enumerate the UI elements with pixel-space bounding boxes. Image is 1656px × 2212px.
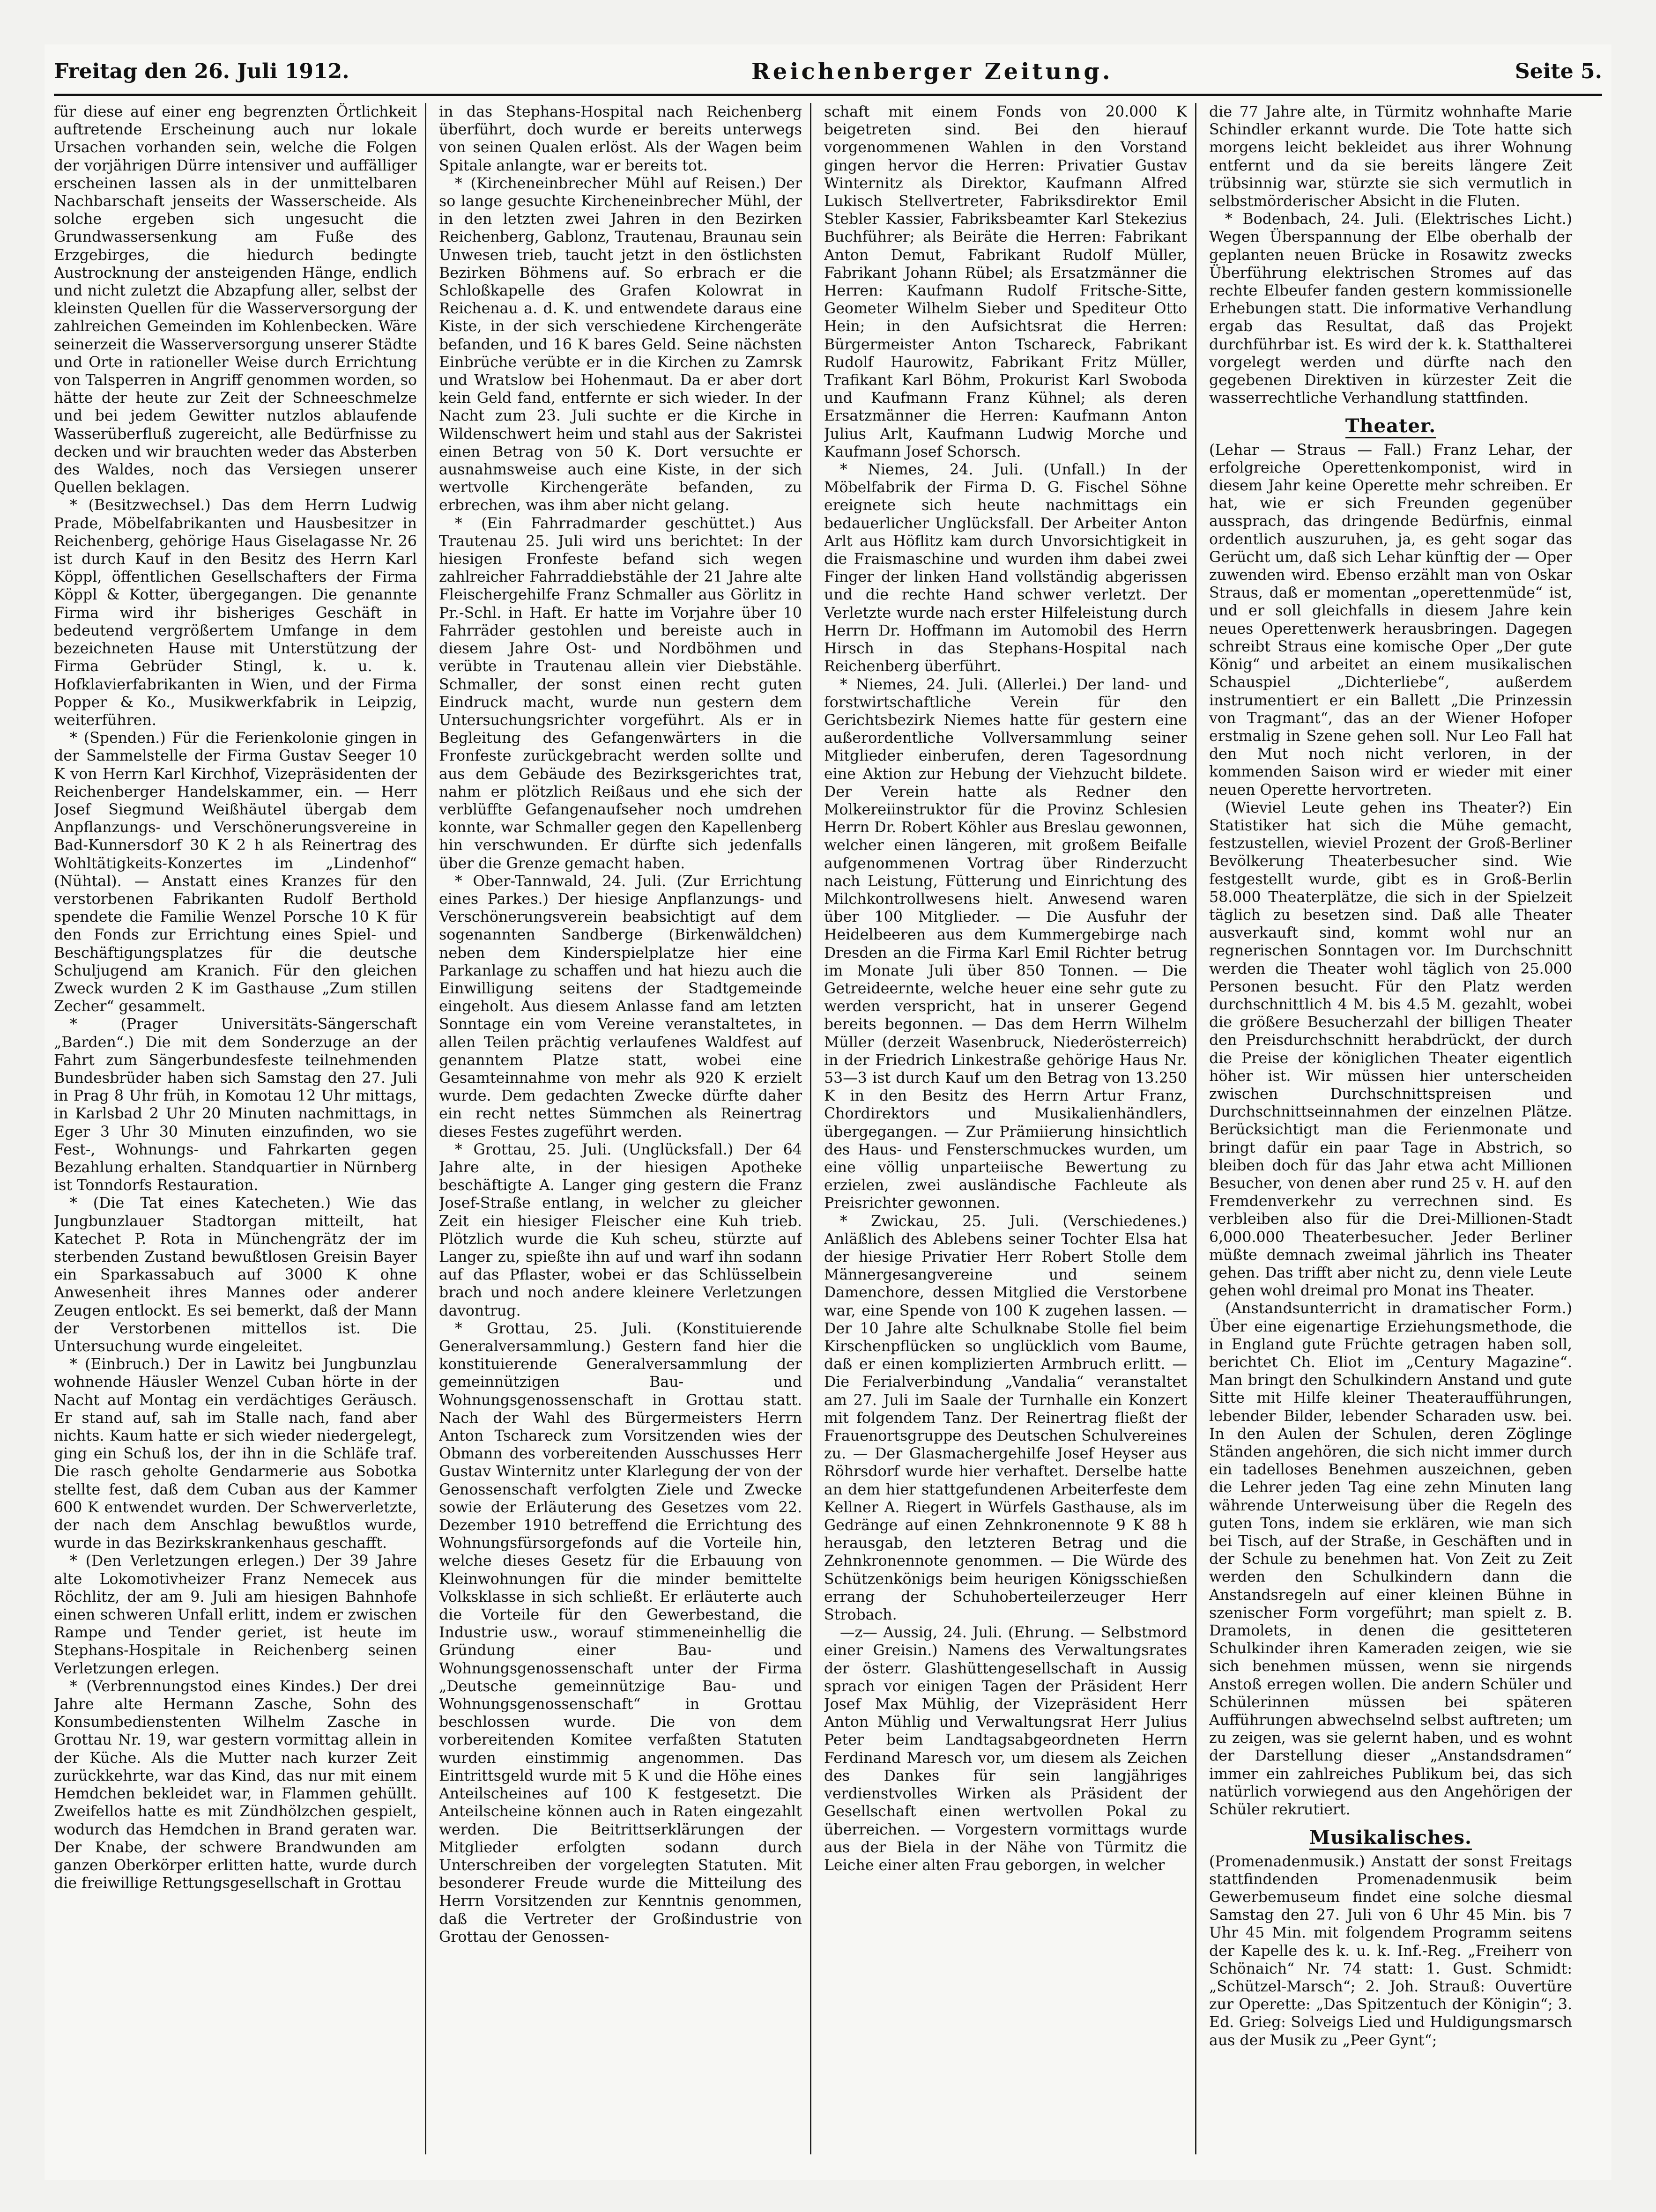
article-paragraph: für diese auf einer eng begrenzten Örtlichkeit auftretende Erscheinung auch nur lokale Ursachen vorhanden sein, welche die Folgen der vorjährigen Dürre intensiver und auffälliger erscheinen lassen als in der unmittelbaren Nachbarschaft jenseits der Wasserscheide. Als solche ergeben sich ungesucht die Grundwassersenkung am Fuße des Erzgebirges, die hiedurch bedingte Austrocknung der ansteigenden Hänge, endlich und nicht zuletzt die Abzapfung aller, selbst der kleinsten Quellen für die Wasserversorgung der zahlreichen Gemeinden im Kohlenbecken. Wäre seinerzeit die Wasserversorgung unserer Städte und Orte in rationeller Weise durch Errichtung von Talsperren in Angriff genommen worden, so hätte der heute zur Zeit der Schneeschmelze und bei jedem Gewitter nutzlos ablaufende Wasserüberfluß zugereicht, alle Bedürfnisse zu decken und wir brauchten weder das Absterben des Waldes, noch das Versiegen unserer Quellen beklagen. bbox=[54, 104, 417, 496]
section-heading-text: Musikalisches. bbox=[1309, 1827, 1472, 1850]
article-paragraph: * (Spenden.) Für die Ferienkolonie gingen in der Sammelstelle der Firma Gustav Seeger 10 K von Herrn Karl Kirchhof, Vizepräsidenten der Reichenberger Handelskammer, ein. — Herr Josef Siegmund Weißhäutel übergab dem Anpflanzungs- und Verschönerungsvereine in Bad-Kunnersdorf 30 K 2 h als Reinertrag des Wohltätigkeits-Konzertes im „Lindenhof“ (Nühtal). — Anstatt eines Kranzes für den verstorbenen Fabrikanten Rudolf Berthold spendete die Familie Wenzel Porsche 10 K für den Fonds zur Errichtung eines Spiel- und Beschäftigungsplatzes für die deutsche Schuljugend am Kranich. Für den gleichen Zweck wurden 2 K im Gasthause „Zum stillen Zecher“ gesammelt. bbox=[54, 730, 417, 1015]
article-paragraph: die 77 Jahre alte, in Türmitz wohnhafte Marie Schindler erkannt wurde. Die Tote hatte sich morgens leicht bekleidet aus ihrer Wohnung entfernt und da sie bereits längere Zeit trübsinnig war, stürzte sie sich vermutlich in selbstmörderischer Absicht in die Fluten. bbox=[1209, 104, 1572, 210]
article-paragraph: * Grottau, 25. Juli. (Unglücksfall.) Der 64 Jahre alte, in der hiesigen Apotheke beschäftigte A. Langer ging gestern die Franz Josef-Straße entlang, in welcher zu gleicher Zeit ein hiesiger Fleischer eine Kuh trieb. Plötzlich wurde die Kuh scheu, stürzte auf Langer zu, spießte ihn auf und warf ihn sodann auf das Pflaster, wobei er das Schlüsselbein brach und noch andere kleinere Verletzungen davontrug. bbox=[439, 1141, 802, 1319]
page-number: Seite 5. bbox=[1515, 59, 1602, 83]
section-heading-music bbox=[1209, 1829, 1572, 1847]
article-paragraph: * (Kircheneinbrecher Mühl auf Reisen.) Der so lange gesuchte Kircheneinbrecher Mühl, der in den letzten zwei Jahren in den Bezirken Reichenberg, Gablonz, Trautenau, Braunau sein Unwesen trieb, taucht jetzt in den östlichsten Bezirken Böhmens auf. So erbrach er die Schloßkapelle des Grafen Kolowrat in Reichenau a. d. K. und entwendete daraus eine Kiste, in der sich verschiedene Kirchengeräte befanden, und 16 K bares Geld. Seine nächsten Einbrüche verübte er in die Kirchen zu Zamrsk und Wratslow bei Hohenmaut. Da er aber dort kein Geld fand, entfernte er sich wieder. In der Nacht zum 23. Juli suchte er die Kirche in Wildenschwert heim und stahl aus der Sakristei einen Betrag von 50 K. Dort versuchte er ausnahmsweise auch eine Kiste, in der sich wertvolle Kirchengeräte befanden, zu erbrechen, was ihm aber nicht gelang. bbox=[439, 175, 802, 514]
column-divider bbox=[1195, 103, 1196, 2154]
header-rule bbox=[54, 94, 1602, 96]
column-divider bbox=[425, 103, 426, 2154]
article-paragraph: * (Verbrennungstod eines Kindes.) Der drei Jahre alte Hermann Zasche, Sohn des Konsumbedienstenten Wilhelm Zasche in Grottau Nr. 19, war gestern vormittag allein in der Küche. Als die Mutter nach kurzer Zeit zurückkehrte, war das Kind, das nur mit einem Hemdchen bekleidet war, in Flammen gehüllt. Zweifellos hatte es mit Zündhölzchen gespielt, wodurch das Hemdchen in Brand geraten war. Der Knabe, der schwere Brandwunden am ganzen Oberkörper erlitten hatte, wurde durch die freiwillige Rettungsgesellschaft in Grottau bbox=[54, 1678, 417, 1892]
column-4 bbox=[1209, 103, 1572, 2154]
article-paragraph: * (Die Tat eines Katecheten.) Wie das Jungbunzlauer Stadtorgan mitteilt, hat Katechet P. Rota in Münchengrätz der im sterbenden Zustand bewußtlosen Greisin Bayer ein Sparkassabuch auf 3000 K ohne Anwesenheit ihres Mannes oder anderer Zeugen entlockt. Es sei bemerkt, daß der Mann der Verstorbenen mittellos ist. Die Untersuchung wurde eingeleitet. bbox=[54, 1195, 417, 1355]
article-paragraph: (Promenadenmusik.) Anstatt der sonst Freitags stattfindenden Promenadenmusik beim Gewerbemuseum findet eine solche diesmal Samstag den 27. Juli von 6 Uhr 45 Min. bis 7 Uhr 45 Min. mit folgendem Programm seitens der Kapelle des k. u. k. Inf.-Reg. „Freiherr von Schönaich“ Nr. 74 statt: 1. Gust. Schmidt: „Schützel-Marsch“; 2. Joh. Strauß: Ouvertüre zur Operette: „Das Spitzentuch der Königin“; 3. Ed. Grieg: Solveigs Lied und Huldigungsmarsch aus der Musik zu „Peer Gynt“; bbox=[1209, 1853, 1572, 2049]
newspaper-page bbox=[45, 44, 1611, 2180]
column-3 bbox=[824, 103, 1187, 2154]
column-divider bbox=[810, 103, 811, 2154]
article-paragraph: * Grottau, 25. Juli. (Konstituierende Generalversammlung.) Gestern fand hier die konstituierende Generalversammlung der gemeinnützigen Bau- und Wohnungsgenossenschaft in Grottau statt. Nach der Wahl des Bürgermeisters Herrn Anton Tschareck zum Vorsitzenden wies der Obmann des vorbereitenden Ausschusses Herr Gustav Winternitz unter Klarlegung der von der Genossenschaft verfolgten Ziele und Zwecke sowie der Erläuterung des Gesetzes vom 22. Dezember 1910 betreffend die Errichtung des Wohnungsfürsorgefonds auf die Vorteile hin, welche dieses Gesetz für die Erbauung von Kleinwohnungen für die minder bemittelte Volksklasse in sich schließt. Er erläuterte auch die Vorteile für den Gewerbestand, die Industrie usw., worauf stimmeneinhellig die Gründung einer Bau- und Wohnungsgenossenschaft unter der Firma „Deutsche gemeinnützige Bau- und Wohnungsgenossenschaft“ in Grottau beschlossen wurde. Die von dem vorbereitenden Komitee verfaßten Statuten wurden einstimmig angenommen. Das Eintrittsgeld wurde mit 5 K und die Höhe eines Anteilscheines auf 100 K festgesetzt. Die Anteilscheine können auch in Raten eingezahlt werden. Die Beitrittserklärungen der Mitglieder erfolgten sodann durch Unterschreiben der vorgelegten Statuten. Mit besonderer Freude wurde die Mitteilung des Herrn Vorsitzenden zur Kenntnis genommen, daß die Vertreter der Großindustrie von Grottau der Genossen- bbox=[439, 1320, 802, 1946]
column-2 bbox=[439, 103, 802, 2154]
article-paragraph: schaft mit einem Fonds von 20.000 K beigetreten sind. Bei den hierauf vorgenommenen Wahlen in den Vorstand gingen hervor die Herren: Privatier Gustav Winternitz als Direktor, Kaufmann Alfred Lukisch Stellvertreter, Fabriksdirektor Emil Stebler Kassier, Fabriksbeamter Karl Stekezius Buchführer; als Beiräte die Herren: Fabrikant Anton Demut, Fabrikant Rudolf Müller, Fabrikant Johann Rübel; als Ersatzmänner die Herren: Kaufmann Rudolf Fritsche-Sitte, Geometer Wilhelm Sieber und Spediteur Otto Hein; in den Aufsichtsrat die Herren: Bürgermeister Anton Tschareck, Fabrikant Rudolf Haurowitz, Fabrikant Fritz Müller, Trafikant Karl Böhm, Prokurist Karl Swoboda und Kaufmann Franz Kühnel; als deren Ersatzmänner die Herren: Kaufmann Anton Julius Arlt, Kaufmann Ludwig Morche und Kaufmann Josef Schorsch. bbox=[824, 104, 1187, 460]
article-paragraph: * (Prager Universitäts-Sängerschaft „Barden“.) Die mit dem Sonderzuge an der Fahrt zum Sängerbundesfeste teilnehmenden Bundesbrüder haben sich Samstag den 27. Juli in Prag 8 Uhr früh, in Komotau 12 Uhr mittags, in Karlsbad 2 Uhr 20 Minuten nachmittags, in Eger 3 Uhr 30 Minuten einzufinden, wo sie Fest-, Wohnungs- und Fahrkarten gegen Bezahlung erhalten. Standquartier in Nürnberg ist Tonndorfs Restauration. bbox=[54, 1016, 417, 1194]
newspaper-title: Reichenberger Zeitung. bbox=[751, 58, 1113, 85]
article-paragraph: * Bodenbach, 24. Juli. (Elektrisches Licht.) Wegen Überspannung der Elbe oberhalb der geplanten neuen Brücke in Rosawitz zwecks Überführung elektrischen Stromes auf das rechte Elbeufer fanden gestern kommissionelle Erhebungen statt. Die informative Verhandlung ergab das Resultat, daß das Projekt durchführbar ist. Es wird der k. k. Statthalterei vorgelegt werden und dürfte nach den gegebenen Direktiven in kürzester Zeit die wasserrechtliche Verhandlung stattfinden. bbox=[1209, 211, 1572, 407]
column-1 bbox=[54, 103, 417, 2154]
article-paragraph: * Zwickau, 25. Juli. (Verschiedenes.) Anläßlich des Ablebens seiner Tochter Elsa hat der hiesige Privatier Herr Robert Stolle dem Männergesangvereine und seinem Damenchore, dessen Mitglied die Verstorbene war, eine Spende von 100 K zugehen lassen. — Der 10 Jahre alte Schulknabe Stolle fiel beim Kirschenpflücken so unglücklich vom Baume, daß er einen komplizierten Armbruch erlitt. — Die Ferialverbindung „Vandalia“ veranstaltet am 27. Juli im Saale der Turnhalle ein Konzert mit folgendem Tanz. Der Reinertrag fließt der Frauenortsgruppe des Deutschen Schulvereines zu. — Der Glasmachergehilfe Josef Heyser aus Röhrsdorf wurde hier verhaftet. Derselbe hatte an dem hier stattgefundenen Arbeiterfeste dem Kellner A. Riegert in Würfels Gasthause, als im Gedränge auf einen Zehnkronennote 9 K 88 h herausgab, den letzteren Betrag und die Zehnkronennote genommen. — Die Würde des Schützenkönigs beim heurigen Königsschießen errang der Schuhoberteilerzeuger Herr Strobach. bbox=[824, 1213, 1187, 1624]
article-paragraph: * (Einbruch.) Der in Lawitz bei Jungbunzlau wohnende Häusler Wenzel Cuban hörte in der Nacht auf Montag ein verdächtiges Geräusch. Er stand auf, sah im Stalle nach, fand aber nichts. Kaum hatte er sich wieder niedergelegt, ging ein Schuß los, der ihn in die Schläfe traf. Die rasch geholte Gendarmerie aus Sobotka stellte fest, daß dem Cuban aus der Kammer 600 K entwendet wurden. Der Schwerverletzte, der nach dem Anschlag bewußtlos wurde, wurde in das Bezirkskrankenhaus geschafft. bbox=[54, 1356, 417, 1552]
section-heading-theater bbox=[1209, 417, 1572, 435]
article-paragraph: * Niemes, 24. Juli. (Allerlei.) Der land- und forstwirtschaftliche Verein für den Gerichtsbezirk Niemes hatte für gestern eine außerordentliche Vollversammlung seiner Mitglieder einberufen, deren Tagesordnung eine Aktion zur Hebung der Viehzucht bildete. Der Verein hatte als Redner den Molkereiinstruktor für die Provinz Schlesien Herrn Dr. Robert Köhler aus Breslau gewonnen, welcher einen längeren, mit großem Beifalle aufgenommenen Vortrag über Rinderzucht nach Leistung, Fütterung und Einrichtung des Milchkontrollwesens hielt. Anwesend waren über 100 Mitglieder. — Die Ausfuhr der Heidelbeeren aus dem Kummergebirge nach Dresden an die Firma Karl Emil Richter betrug im Monate Juli über 850 Tonnen. — Die Getreideernte, welche heuer eine sehr gute zu werden verspricht, hat in unserer Gegend bereits begonnen. — Das dem Herrn Wilhelm Müller (derzeit Wasenbruck, Niederösterreich) in der Friedrich Linkestraße gehörige Haus Nr. 53—3 ist durch Kauf um den Betrag von 13.250 K in den Besitz des Herrn Artur Franz, Chordirektors und Musikalienhändlers, übergegangen. — Zur Prämiierung hinsichtlich des Haus- und Fensterschmuckes wurden, um eine völlig unparteiische Bewertung zu erzielen, zwei ausländische Fachleute als Preisrichter gewonnen. bbox=[824, 676, 1187, 1212]
article-paragraph: * Ober-Tannwald, 24. Juli. (Zur Errichtung eines Parkes.) Der hiesige Anpflanzungs- und Verschönerungsverein beabsichtigt auf dem sogenannten Sandberge (Birkenwäldchen) neben dem Kinderspielplatze hier eine Parkanlage zu schaffen und hat hiezu auch die Einwilligung seitens der Stadtgemeinde eingeholt. Aus diesem Anlasse fand am letzten Sonntage ein vom Vereine veranstaltetes, in allen Teilen prächtig verlaufenes Waldfest auf genanntem Platze statt, wobei eine Gesamteinnahme von mehr als 920 K erzielt wurde. Dem gedachten Zwecke dürfte daher ein recht nettes Sümmchen als Reinertrag dieses Festes zugeführt werden. bbox=[439, 873, 802, 1140]
article-paragraph: (Anstandsunterricht in dramatischer Form.) Über eine eigenartige Erziehungsmethode, die in England gute Früchte getragen haben soll, berichtet Ch. Eliot im „Century Magazine“. Man bringt den Schulkindern Anstand und gute Sitte mit Hilfe kleiner Theateraufführungen, lebender Bilder, lebender Scharaden usw. bei. In den Aulen der Schulen, deren Zöglinge Ständen angehören, die sich nicht immer durch ein tadelloses Benehmen auszeichnen, geben die Lehrer jeden Tag eine zehn Minuten lang währende Unterweisung über die Regeln des guten Tons, indem sie erklären, wie man sich bei Tisch, auf der Straße, in Geschäften und in der Schule zu benehmen hat. Von Zeit zu Zeit werden den Schulkindern dann die Anstandsregeln auf einer kleinen Bühne in szenischer Form vorgeführt; man spielt z. B. Dramolets, in denen die gesitteteren Schulkinder ihren Kameraden zeigen, wie sie sich benehmen müssen, wenn sie nirgends Anstoß erregen wollen. Die andern Schüler und Schülerinnen müssen bei späteren Aufführungen abwechselnd selbst auftreten; um zu zeigen, was sie gelernt haben, und es wohnt der Darstellung dieser „Anstandsdramen“ immer ein zahlreiches Publikum bei, das sich natürlich vorwiegend aus den Angehörigen der Schüler rekrutiert. bbox=[1209, 1300, 1572, 1819]
article-paragraph: —z— Aussig, 24. Juli. (Ehrung. — Selbstmord einer Greisin.) Namens des Verwaltungsrates der österr. Glashüttengesellschaft in Aussig sprach vor einigen Tagen der Präsident Herr Josef Max Mühlig, der Vizepräsident Herr Anton Mühlig und Verwaltungsrat Herr Julius Peter beim Landtagsabgeordneten Herrn Ferdinand Maresch vor, um diesem als Zeichen des Dankes für sein langjähriges verdienstvolles Wirken als Präsident der Gesellschaft einen wertvollen Pokal zu überreichen. — Vorgestern vormittags wurde aus der Biela in der Nähe von Türmitz die Leiche einer alten Frau geborgen, in welcher bbox=[824, 1624, 1187, 1874]
page-header bbox=[54, 54, 1602, 89]
article-paragraph: * (Den Verletzungen erlegen.) Der 39 Jahre alte Lokomotivheizer Franz Nemecek aus Röchlitz, der am 9. Juli am hiesigen Bahnhofe einen schweren Unfall erlitt, indem er zwischen Rampe und Tender geriet, ist heute im Stephans-Hospitale in Reichenberg seinen Verletzungen erlegen. bbox=[54, 1553, 417, 1677]
issue-date: Freitag den 26. Juli 1912. bbox=[54, 59, 349, 83]
article-paragraph: (Wieviel Leute gehen ins Theater?) Ein Statistiker hat sich die Mühe gemacht, festzustellen, wieviel Prozent der Groß-Berliner Bevölkerung Theaterbesucher sind. Wie festgestellt wurde, gibt es in Groß-Berlin 58.000 Theaterplätze, die sich in der Spielzeit täglich zu besetzen sind. Daß alle Theater ausverkauft sind, kommt wohl nur an regnerischen Sonntagen vor. Im Durchschnitt werden die Theater wohl täglich von 25.000 Personen besucht. Für den Platz werden durchschnittlich 4 M. bis 4.5 M. gezahlt, wobei die größere Besucherzahl der billigen Theater den Preisdurchschnitt herabdrückt, der durch die Preise der königlichen Theater eigentlich höher ist. Wir müssen hier unterscheiden zwischen Durchschnittspreisen und Durchschnittseinnahmen der einzelnen Plätze. Berücksichtigt man die Ferienmonate und bringt dafür ein paar Tage in Abstrich, so bleiben doch für das Jahr etwa acht Millionen Besucher, von denen aber rund 25 v. H. auf den Fremdenverkehr zu verrechnen sind. Es verbleiben also für die Drei-Millionen-Stadt 6,000.000 Theaterbesucher. Jeder Berliner müßte demnach zweimal jährlich ins Theater gehen. Das trifft aber nicht zu, denn viele Leute gehen wohl dreimal pro Monat ins Theater. bbox=[1209, 799, 1572, 1300]
article-paragraph: (Lehar — Straus — Fall.) Franz Lehar, der erfolgreiche Operettenkomponist, wird in diesem Jahr keine Operette mehr schreiben. Er hat, wie er sich Freunden gegenüber aussprach, das dringende Bedürfnis, einmal ordentlich auszuruhen, ja, es geht sogar das Gerücht um, daß sich Lehar künftig der — Oper zuwenden wird. Ebenso erzählt man von Oskar Straus, daß er momentan „operettenmüde“ ist, und er soll gleichfalls in diesem Jahre kein neues Operettenwerk herausbringen. Dagegen schreibt Straus eine komische Oper „Der gute König“ und arbeitet an einem musikalischen Schauspiel „Dichterliebe“, außerdem instrumentiert er ein Ballett „Die Prinzessin von Tragmant“, das an der Wiener Hofoper erstmalig in Szene gehen soll. Nur Leo Fall hat den Mut noch nicht verloren, in der kommenden Saison wird er wieder mit einer neuen Operette hervortreten. bbox=[1209, 441, 1572, 799]
article-paragraph: * Niemes, 24. Juli. (Unfall.) In der Möbelfabrik der Firma D. G. Fischel Söhne ereignete sich heute nachmittags ein bedauerlicher Unglücksfall. Der Arbeiter Anton Arlt aus Höflitz kam durch Unvorsichtigkeit in die Fraismaschine und wurden ihm dabei zwei Finger der linken Hand vollständig abgerissen und die rechte Hand schwer verletzt. Der Verletzte wurde nach erster Hilfeleistung durch Herrn Dr. Hoffmann im Automobil des Herrn Hirsch in das Stephans-Hospital nach Reichenberg überführt. bbox=[824, 461, 1187, 675]
article-paragraph: * (Besitzwechsel.) Das dem Herrn Ludwig Prade, Möbelfabrikanten und Hausbesitzer in Reichenberg, gehörige Haus Giselagasse Nr. 26 ist durch Kauf in den Besitz des Herrn Karl Köppl, öffentlichen Gesellschafters der Firma Köppl & Kotter, übergegangen. Die genannte Firma wird ihr bisheriges Geschäft in bedeutend vergrößertem Umfange in dem bezeichneten Hause mit Unterstützung der Firma Gebrüder Stingl, k. u. k. Hofklavierfabrikanten in Wien, und der Firma Popper & Ko., Musikwerkfabrik in Leipzig, weiterführen. bbox=[54, 497, 417, 729]
article-paragraph: * (Ein Fahrradmarder geschüttet.) Aus Trautenau 25. Juli wird uns berichtet: In der hiesigen Fronfeste befand sich wegen zahlreicher Fahrraddiebstähle der 21 Jahre alte Fleischergehilfe Franz Schmaller aus Görlitz in Pr.-Schl. in Haft. Er hatte im Vorjahre über 10 Fahrräder gestohlen und bereiste auch in diesem Jahre Ost- und Nordböhmen und verübte in Trautenau allein vier Diebstähle. Schmaller, der sonst einen recht guten Eindruck macht, wurde nun gestern dem Untersuchungsrichter vorgeführt. Als er in Begleitung des Gefangenwärters in die Fronfeste zurückgebracht werden sollte und aus dem Gebäude des Bezirksgerichtes trat, nahm er plötzlich Reißaus und ehe sich der verblüffte Gefangenaufseher noch umdrehen konnte, war Schmaller gegen den Kapellenberg hin verschwunden. Er dürfte sich jedenfalls über die Grenze gemacht haben. bbox=[439, 515, 802, 872]
article-paragraph: in das Stephans-Hospital nach Reichenberg überführt, doch wurde er bereits unterwegs von seinen Qualen erlöst. Als der Wagen beim Spitale anlangte, war er bereits tot. bbox=[439, 104, 802, 174]
section-heading-text: Theater. bbox=[1345, 415, 1436, 438]
